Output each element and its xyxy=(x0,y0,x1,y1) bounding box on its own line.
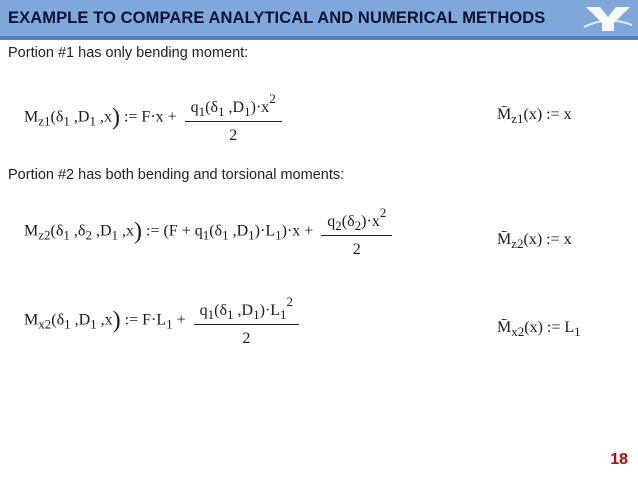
equation-mz1-bar: $M̄_{z1}(x)$ := x xyxy=(497,106,572,126)
page-number: 18 xyxy=(610,451,628,468)
equation-mz2: $M_{z2}(\delta_1$ $,\delta_2$ $,D_1$ ,x) := ($F + q_1(\delta_1$ $,D_1)\cdot L_1)\cdot x$ + $\frac{q_2(\delta_2)\cdot x^2}{2}$ xyxy=(24,206,396,258)
mx2-fraction: $\frac{q_1(\delta_1 ,D_1)\cdot L_1^2}{2}$ xyxy=(194,295,299,347)
portion2-caption: Portion #2 has both bending and torsional moments: xyxy=(8,167,345,183)
equation-mx2-bar: $M̄_{x2}(x)$ := $L_1$ xyxy=(497,319,581,339)
slide-title: EXAMPLE TO COMPARE ANALYTICAL AND NUMERICAL METHODS xyxy=(8,9,546,27)
mz1-fraction: $\frac{q_1(\delta_1 ,D_1)\cdot x^2}{2}$ xyxy=(185,92,282,144)
mz2-fraction: $\frac{q_2(\delta_2)\cdot x^2}{2}$ xyxy=(321,206,392,258)
equation-mx2: $M_{x2}(\delta_1$ $,D_1$ ,x) := $F\cdot L_1$ + $\frac{q_1(\delta_1 ,D_1)\cdot L_1^2}{2}$ xyxy=(24,295,303,347)
portion1-caption: Portion #1 has only bending moment: xyxy=(8,45,249,61)
brand-logo-icon xyxy=(580,3,634,35)
title-strip xyxy=(0,36,638,40)
equation-mz2-bar: $M̄_{z2}(x)$ := x xyxy=(497,231,572,251)
equation-mz1: $M_{z1}(\delta_1$ $,D_1$ ,x) := F·x + $\frac{q_1(\delta_1 ,D_1)\cdot x^2}{2}$ xyxy=(24,92,286,144)
